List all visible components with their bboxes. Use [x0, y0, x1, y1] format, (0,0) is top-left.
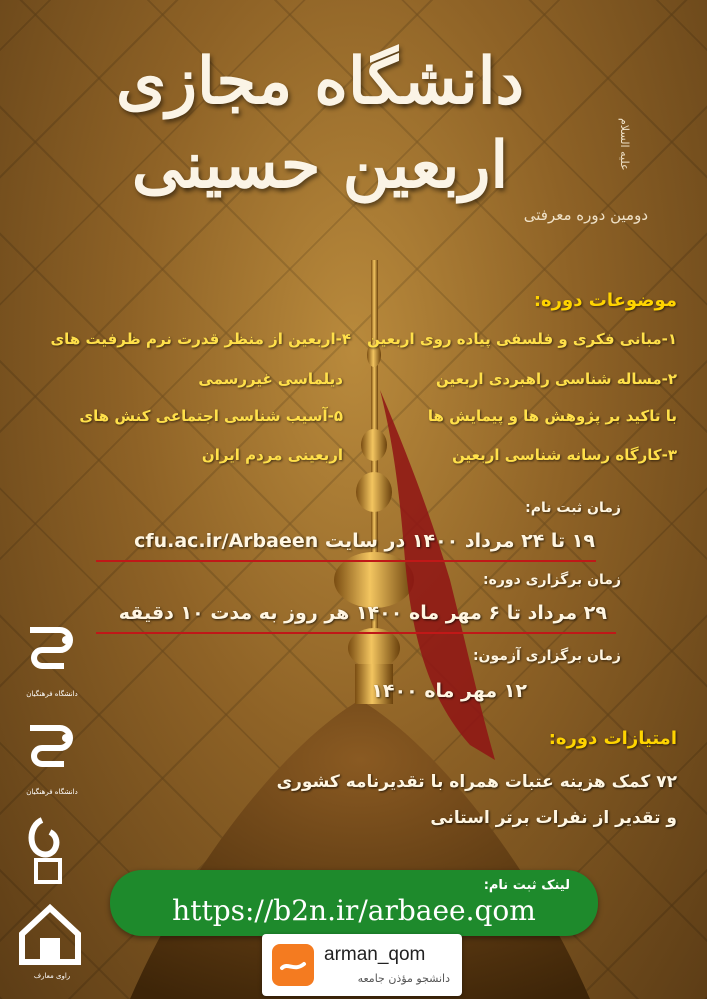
- registration-value: ۱۹ تا ۲۴ مرداد ۱۴۰۰ در سایت cfu.ac.ir/Arbaeen: [134, 530, 595, 552]
- privileges-heading: امتیازات دوره:: [548, 728, 677, 749]
- topic-item: ۵-آسیب شناسی اجتماعی کنش های: [79, 407, 343, 425]
- course-label: زمان برگزاری دوره:: [483, 572, 621, 588]
- university-logo-icon: [12, 622, 92, 692]
- chat-bubble-icon: [272, 944, 314, 986]
- exam-label: زمان برگزاری آزمون:: [472, 648, 621, 664]
- underline: [96, 560, 596, 562]
- logo-caption: دانشگاه فرهنگیان: [26, 690, 78, 698]
- spire-orb: [348, 628, 400, 668]
- privileges-line: و تقدیر از نفرات برتر استانی: [430, 808, 677, 828]
- link-label: لینک ثبت نام:: [483, 878, 570, 893]
- poster-title: دانشگاه مجازی اربعین حسینی: [116, 44, 524, 203]
- course-value: ۲۹ مرداد تا ۶ مهر ماه ۱۴۰۰ هر روز به مدت ۱۰ دقیقه: [118, 602, 607, 624]
- topic-item: اربعینی مردم ایران: [201, 446, 343, 464]
- watermark-badge: [262, 934, 462, 996]
- topic-item: دیلماسی غیررسمی: [198, 370, 343, 388]
- topics-heading: موضوعات دوره:: [533, 290, 677, 311]
- university-logo-icon: [12, 720, 92, 790]
- watermark-name: arman_qom: [324, 944, 426, 965]
- logo-caption: راوی معارف: [33, 972, 71, 980]
- watermark-tagline: دانشجو مؤذن جامعه: [357, 972, 450, 985]
- house-logo-icon: [12, 900, 92, 970]
- emblem-logo-icon: [12, 810, 92, 890]
- poster-subtitle: دومین دوره معرفتی: [523, 206, 648, 224]
- topic-item: ۱-مبانی فکری و فلسفی پیاده روی اربعین: [367, 330, 677, 348]
- privileges-line: ۷۲ کمک هزینه عتبات همراه با تقدیرنامه کشوری: [276, 772, 677, 792]
- topic-item: ۴-اربعین از منظر قدرت نرم ظرفیت های: [50, 330, 351, 348]
- topic-item: ۲-مساله شناسی راهبردی اربعین: [436, 370, 677, 388]
- spire-orb: [361, 429, 387, 461]
- exam-value: ۱۲ مهر ماه ۱۴۰۰: [371, 680, 527, 702]
- honorific-text: علیه السلام: [618, 118, 631, 171]
- logo-caption: دانشگاه فرهنگیان: [26, 788, 78, 796]
- topic-item: با تاکید بر پژوهش ها و پیمایش ها: [427, 407, 677, 425]
- spire-orb: [356, 472, 392, 512]
- registration-link-box[interactable]: [110, 870, 598, 936]
- registration-link[interactable]: https://b2n.ir/arbaee.qom: [172, 894, 536, 927]
- topic-item: ۳-کارگاه رسانه شناسی اربعین: [452, 446, 677, 464]
- underline: [96, 632, 616, 634]
- registration-label: زمان ثبت نام:: [525, 500, 621, 516]
